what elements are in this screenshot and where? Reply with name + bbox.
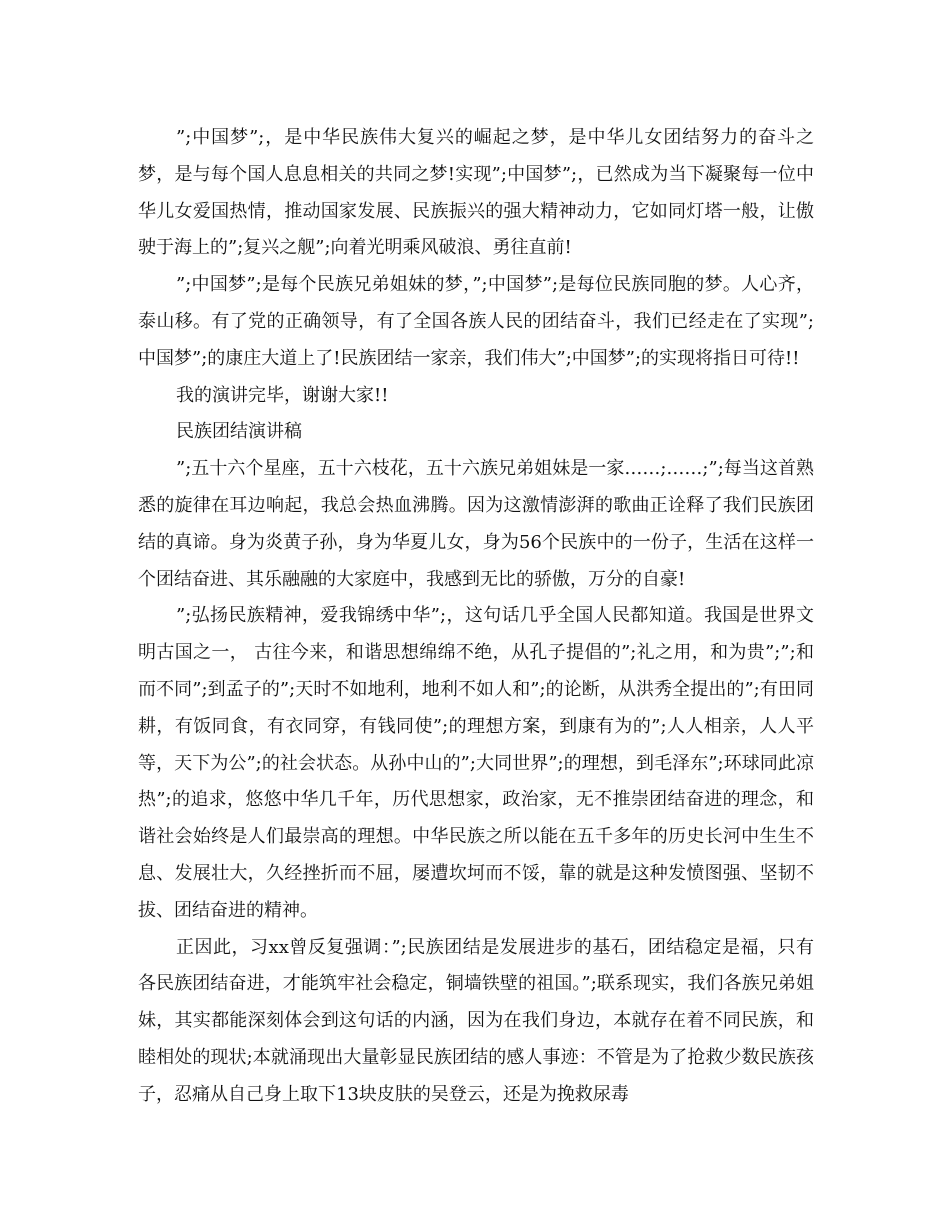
- document-body: [138, 120, 814, 1114]
- paragraph-unity-foundation: 正因此，习xx曾反复强调：”;民族团结是发展进步的基石，团结稳定是福，只有各民族团结奋进，才能筑牢社会稳定，铜墙铁壁的祖国。”;联系现实，我们各族兄弟姐妹，其实都能深刻体会到这句话的内涵，因为在我们身边，本就存在着不同民族，和睦相处的现状;本就涌现出大量彰显民族团结的感人事迹：不管是为了抢救少数民族孩子，忍痛从自己身上取下13块皮肤的吴登云，还是为挽救尿毒: [138, 936, 814, 1105]
- section-title-ethnic-unity-speech: 民族团结演讲稿: [176, 421, 302, 443]
- paragraph-fifty-six-ethnic-groups: ”;五十六个星座，五十六枝花，五十六族兄弟姐妹是一家……;……;”;每当这首熟悉的旋律在耳边响起，我总会热血沸腾。因为这激情澎湃的歌曲正诠释了我们民族团结的真谛。身为炎黄子孙，身为华夏儿女，身为56个民族中的一份子，生活在这样一个团结奋进、其乐融融的大家庭中，我感到无比的骄傲，万分的自豪!: [138, 458, 814, 590]
- paragraph-chinese-dream-unity: ”;中国梦”;是每个民族兄弟姐妹的梦，”;中国梦”;是每位民族同胞的梦。人心齐，泰山移。有了党的正确领导，有了全国各族人民的团结奋斗，我们已经走在了实现”;中国梦”;的康庄大道上了!民族团结一家亲，我们伟大”;中国梦”;的实现将指日可待!!: [138, 274, 814, 369]
- paragraph-chinese-dream-intro: ”;中国梦”;，是中华民族伟大复兴的崛起之梦，是中华儿女团结努力的奋斗之梦，是与每个国人息息相关的共同之梦!实现”;中国梦”;，已然成为当下凝聚每一位中华儿女爱国热情，推动国家发展、民族振兴的强大精神动力，它如同灯塔一般，让傲驶于海上的”;复兴之舰”;向着光明乘风破浪、勇往直前!: [138, 127, 814, 259]
- paragraph-national-spirit-history: ”;弘扬民族精神，爱我锦绣中华”;，这句话几乎全国人民都知道。我国是世界文明古国之一， 古往今来，和谐思想绵绵不绝，从孔子提倡的”;礼之用，和为贵”;”;和而不同”;到孟子的”;天时不如地利，地利不如人和”;的论断，从洪秀全提出的”;有田同耕，有饭同食，有衣同穿，有钱同使”;的理想方案，到康有为的”;人人相亲，人人平等，天下为公”;的社会状态。从孙中山的”;大同世界”;的理想，到毛泽东”;环球同此凉热”;的追求，悠悠中华几千年，历代思想家，政治家，无不推崇团结奋进的理念，和谐社会始终是人们最崇高的理想。中华民族之所以能在五千多年的历史长河中生生不息、发展壮大，久经挫折而不屈，屡遭坎坷而不馁，靠的就是这种发愤图强、坚韧不拔、团结奋进的精神。: [138, 605, 814, 921]
- paragraph-closing-thanks: 我的演讲完毕，谢谢大家!!: [176, 384, 389, 406]
